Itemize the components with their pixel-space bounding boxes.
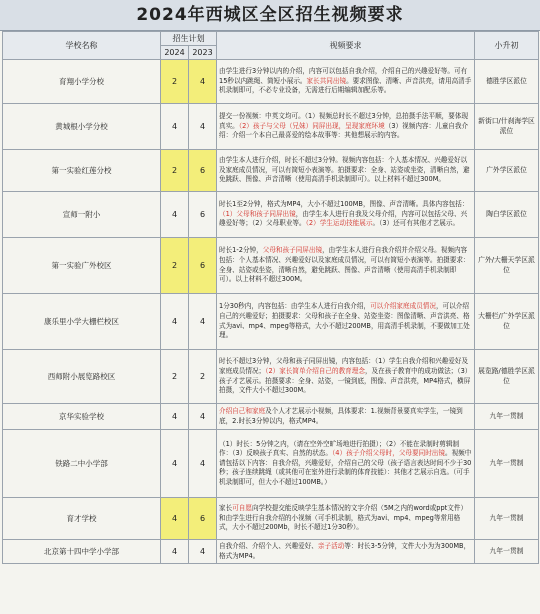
middle-school-assignment: 新街口/什刹海学区派位 xyxy=(475,104,539,150)
plan-2024: 4 xyxy=(161,540,189,564)
table-row xyxy=(3,238,539,294)
highlighted-requirement: （2）孩子与父母（兄妹）同屏出现，呈现家庭环境 xyxy=(238,121,385,130)
plan-2024: 2 xyxy=(161,350,189,404)
highlighted-requirement: 可以介绍家庭成员情况 xyxy=(370,302,436,311)
plan-2024: 4 xyxy=(161,192,189,238)
requirement-text: 时长1-2分钟， xyxy=(219,246,263,255)
video-requirements xyxy=(217,498,475,540)
table-row xyxy=(3,430,539,498)
header-requirements: 视频要求 xyxy=(217,32,475,60)
plan-2023: 4 xyxy=(189,104,217,150)
plan-2024: 2 xyxy=(161,238,189,294)
requirement-text: 及个人才艺展示小视频，具体要求：1.视频背景要真实学生，一镜到底，2.时长3分钟以内，格式MP4。 xyxy=(219,406,463,425)
plan-2023: 4 xyxy=(189,60,217,104)
video-requirements xyxy=(217,60,475,104)
school-name: 第一实验红莲分校 xyxy=(3,150,161,192)
video-requirements xyxy=(217,350,475,404)
school-name: 京华实验学校 xyxy=(3,404,161,430)
table-row xyxy=(3,350,539,404)
highlighted-requirement: （4）孩子介绍父母时，父母要同时出镜 xyxy=(332,449,445,458)
middle-school-assignment: 九年一贯制 xyxy=(475,498,539,540)
middle-school-assignment: 大栅栏/广外学区派位 xyxy=(475,294,539,350)
table-row xyxy=(3,60,539,104)
plan-2023: 4 xyxy=(189,430,217,498)
middle-school-assignment: 广外学区派位 xyxy=(475,150,539,192)
highlighted-requirement: 介绍自己和家庭 xyxy=(219,406,266,415)
school-name: 西师附小展览路校区 xyxy=(3,350,161,404)
requirement-text: 1分30秒内，内容包括：由学生本人进行自我介绍， xyxy=(219,302,371,311)
middle-school-assignment: 展览路/德胜学区派位 xyxy=(475,350,539,404)
school-name: 铁路二中小学部 xyxy=(3,430,161,498)
plan-2024: 2 xyxy=(161,60,189,104)
requirement-text: 向学校提交能反映学生基本情况的文字介绍（5M之内的word或ppt文件）和由学生进行自我介绍的小视频（可手机录制，格式为avi、mp4、mpeg等常用格式，大小不超过200Mb，时长不超过1分30秒）。 xyxy=(219,504,468,532)
plan-2023: 6 xyxy=(189,150,217,192)
requirement-text: 由学生进行3分钟以内的介绍，内容可以包括自我介绍，介绍自己的兴趣爱好等。可有15秒以内跳绳、简短小展示。 xyxy=(219,67,468,85)
requirement-text: 。视频中请包括以下内容：自我介绍，兴趣爱好，介绍自己的父母（孩子语言表达时间不少于30秒；孩子连续跳绳（或其他可在室外进行录制的体育技能）：其他才艺展示自选。（可手机录制即可，但大小不超过100MB。） xyxy=(219,449,472,486)
video-requirements xyxy=(217,192,475,238)
requirement-text: ，由学生本人进行自我介绍并介绍父母。视频内容包括：个人基本情况、兴趣爱好以及家庭成员情况，可以有简短小表演等。拍摄要求：全身、站姿或坐姿，清晰自然，避免跳跃、图像、声音清晰（使用高清手机录制即可）。以上材料不超过300M。 xyxy=(219,246,470,284)
school-name: 育翔小学分校 xyxy=(3,60,161,104)
table-row xyxy=(3,192,539,238)
school-name: 康乐里小学大栅栏校区 xyxy=(3,294,161,350)
plan-2023: 6 xyxy=(189,498,217,540)
school-name: 北京第十四中学小学部 xyxy=(3,540,161,564)
header-year-2023: 2023 xyxy=(189,46,217,60)
highlighted-requirement: 父母和孩子同屏出镜 xyxy=(262,246,323,255)
school-name: 第一实验广外校区 xyxy=(3,238,161,294)
plan-2024: 4 xyxy=(161,294,189,350)
video-requirements xyxy=(217,238,475,294)
plan-2024: 4 xyxy=(161,430,189,498)
school-name: 黄城根小学分校 xyxy=(3,104,161,150)
table-body xyxy=(3,60,539,564)
video-requirements xyxy=(217,404,475,430)
highlighted-requirement: （2）家长简单介绍自己的教育理念 xyxy=(265,366,365,375)
highlighted-requirement: 家长共同出镜 xyxy=(306,76,347,85)
requirement-text: ，由学生本人进行自我及父母介绍，内容可以包括父母、兴趣爱好等；（2）父母职业等。 xyxy=(219,209,468,228)
page-title: 2024年西城区全区招生视频要求 xyxy=(0,0,540,31)
highlighted-requirement: 亲子活动 xyxy=(317,541,345,550)
header-year-2024: 2024 xyxy=(161,46,189,60)
plan-2024: 4 xyxy=(161,104,189,150)
video-requirements xyxy=(217,150,475,192)
requirement-text: （1）时长：5分钟之内，（请在空外空旷场地进行拍摄）；（2）不能在录制时剪辑制作：（3）反映孩子真实、自然的状态。 xyxy=(219,439,460,458)
video-requirements xyxy=(217,540,475,564)
requirement-text: （3）视频内容：儿童自我介绍：介绍一个本自己最喜爱的绘本故事等：其他想展示的内容。 xyxy=(219,121,469,140)
header-row xyxy=(3,32,539,46)
plan-2024: 2 xyxy=(161,150,189,192)
header-middle-school: 小升初 xyxy=(475,32,539,60)
table-row xyxy=(3,540,539,564)
highlighted-requirement: 可自愿 xyxy=(232,504,252,513)
plan-2023: 4 xyxy=(189,294,217,350)
requirement-text: 等：时长3-5分钟，文件大小为为300MB，格式为MP4。 xyxy=(219,541,471,560)
plan-2023: 4 xyxy=(189,540,217,564)
video-requirements xyxy=(217,294,475,350)
plan-2024: 4 xyxy=(161,404,189,430)
requirement-text: ，可以介绍自己的兴趣爱好；拍摄要求：父母和孩子在全身、站姿坐姿：图像清晰、声音洪亮、格式为avi、mp4、mpeg等格式，大小不超过200MB，用高清手机录制，不要做加工处理。 xyxy=(219,302,470,340)
middle-school-assignment: 陶白学区派位 xyxy=(475,192,539,238)
requirement-text: 自我介绍、介绍个人、兴趣爱好、 xyxy=(219,541,318,550)
requirement-text: ，及在孩子教育中的成功做法；（3）孩子才艺展示。拍摄要求：全身、站姿，一镜到底，图像、声音洪亮，MP4格式，横屏拍摄，文件大小不超过300M。 xyxy=(219,366,472,395)
plan-2023: 2 xyxy=(189,350,217,404)
school-name: 宣师一附小 xyxy=(3,192,161,238)
school-name: 育才学校 xyxy=(3,498,161,540)
admission-table xyxy=(2,31,539,564)
middle-school-assignment: 德胜学区派位 xyxy=(475,60,539,104)
highlighted-requirement: （1）父母和孩子同屏出镜 xyxy=(219,209,296,218)
table-row xyxy=(3,294,539,350)
plan-2023: 4 xyxy=(189,404,217,430)
plan-2023: 6 xyxy=(189,238,217,294)
header-school: 学校名称 xyxy=(3,32,161,60)
middle-school-assignment: 九年一贯制 xyxy=(475,404,539,430)
requirement-text: 时长1至2分钟，格式为MP4，大小不超过100MB，图像、声音清晰。具体内容包括： xyxy=(219,200,469,209)
requirement-text: 由学生本人进行介绍，时长不超过3分钟。视频内容包括：个人基本情况、兴趣爱好以及家庭成员情况，可以有简短小表演等。拍摄要求：全身、站姿或坐姿，清晰自然，避免跳跃、图像、声音清晰（使用高清手机录制即可）。以上材料不超过300M。 xyxy=(219,156,470,184)
plan-2024: 4 xyxy=(161,498,189,540)
table-row xyxy=(3,498,539,540)
requirement-text: 提交一份视频：中英文均可。（1）视频总时长不超过3分钟，总拍摄手法平顺，要体现真实。 xyxy=(219,112,469,130)
video-requirements xyxy=(217,430,475,498)
video-requirements xyxy=(217,104,475,150)
requirement-text: 。（3）还可有其他才艺展示。 xyxy=(372,219,460,228)
middle-school-assignment: 九年一贯制 xyxy=(475,430,539,498)
table-row xyxy=(3,150,539,192)
requirement-text: 时长不超过3分钟，父母和孩子同屏出镜，内容包括：（1）学生自我介绍和兴趣爱好及家庭成员情况； xyxy=(219,357,469,375)
requirement-text: 家长 xyxy=(219,504,233,513)
highlighted-requirement: （2）学生运动技能展示 xyxy=(305,219,373,228)
middle-school-assignment: 广外/大栅天学区派位 xyxy=(475,238,539,294)
plan-2023: 6 xyxy=(189,192,217,238)
middle-school-assignment: 九年一贯制 xyxy=(475,540,539,564)
requirement-text: 。要求图像、清晰、声音洪亮，请用高清手机录制即可，不必专业设备，无需进行后期编辑加配乐等。 xyxy=(219,76,472,95)
table-row xyxy=(3,104,539,150)
header-plan: 招生计划 xyxy=(161,32,217,46)
table-row xyxy=(3,404,539,430)
